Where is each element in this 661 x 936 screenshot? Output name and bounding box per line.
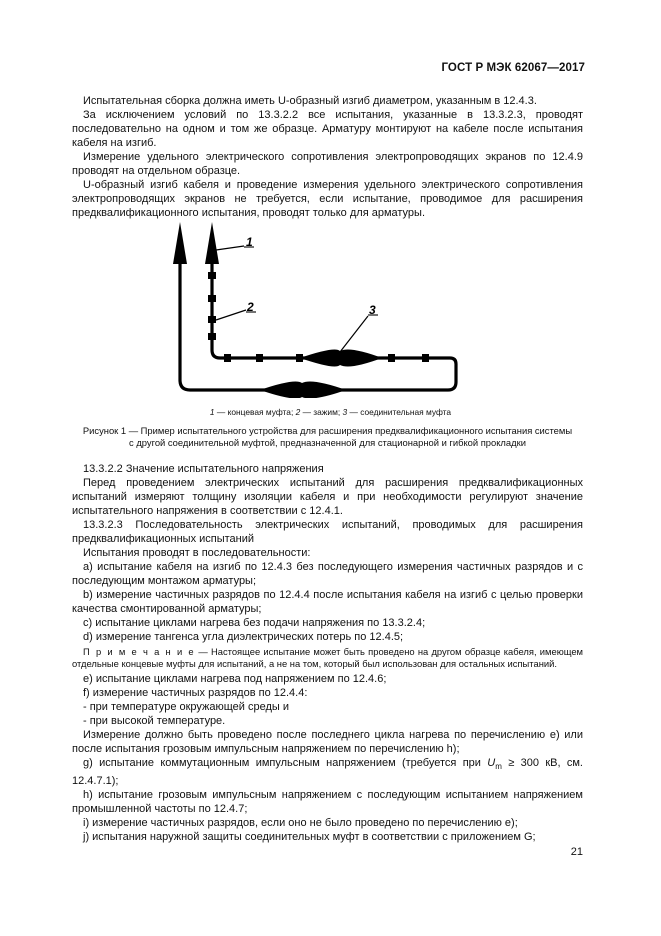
list-item: c) испытание циклами нагрева без подачи напряжения по 13.3.2.4; [83,617,426,629]
clamp-marker [208,272,216,279]
note: П р и м е ч а н и е — Настоящее испытание может быть проведено на другом образце кабеля, имеющем отдельные концевые муфты для испытаний, а не на том, который был использован для остальных испытаний. [72,646,583,669]
section-heading: 13.3.2.3 Последовательность электрических испытаний, проводимых для расширения предквалификационных испытаний [72,519,583,545]
leader-line-3 [340,316,368,352]
clamp-marker [388,354,395,362]
clamp-marker [208,316,216,323]
joint-upper-icon [300,350,382,367]
list-item: d) измерение тангенса угла диэлектрических потерь по 12.4.5; [83,631,404,643]
main-text-block [72,462,583,844]
clamp-marker [422,354,429,362]
leader-line-1 [216,246,244,250]
figure-legend: 1 — концевая муфта; 2 — зажим; 3 — соединительная муфта [209,407,452,417]
paragraph: Испытания проводят в последовательности: [83,547,311,559]
top-text-block [72,94,583,220]
list-item: - при температуре окружающей среды и [83,701,290,713]
list-item: i) измерение частичных разрядов, если оно не было проведено по перечислению e); [83,817,518,830]
paragraph: U-образный изгиб кабеля и проведение измерения удельного электрического сопротивления электропроводящих экранов не требуется, если испытание, проводимое для расширения предквалификационного испытания, проводят только для арматуры. [72,179,583,219]
label-1: 1 [246,235,253,249]
paragraph: За исключением условий по 13.3.2.2 все испытания, указанные в 13.3.2.3, проводят последовательно на одном и том же образце. Арматуру монтируют на кабеле после испытания кабеля на изгиб. [72,109,583,149]
joint-lower-icon [260,382,346,398]
paragraph: Перед проведением электрических испытаний для расширения предквалификационных испытаний измеряют толщину изоляции кабеля и при необходимости регулируют значение испытательного напряжения в соответствии с 12.4.1. [72,477,583,517]
document-header: ГОСТ Р МЭК 62067—2017 [441,62,585,74]
list-item: - при высокой температуре. [83,715,226,727]
section-heading: 13.3.2.2 Значение испытательного напряжения [83,463,324,475]
clamp-marker [256,354,263,362]
list-item: f) измерение частичных разрядов по 12.4.4: [83,687,308,699]
list-item: h) испытание грозовым импульсным напряжением с последующим испытанием напряжением промышленной частоты по 12.4.7; [72,789,583,816]
paragraph: Испытательная сборка должна иметь U-образный изгиб диаметром, указанным в 12.4.3. [83,95,537,107]
paragraph: Измерение удельного электрического сопротивления электропроводящих экранов по 12.4.9 проводят на отдельном образце. [72,151,583,177]
list-item: a) испытание кабеля на изгиб по 12.4.3 без последующего измерения частичных разрядов и с последующим монтажом арматуры; [72,561,583,587]
test-setup-diagram [150,208,470,398]
cable-outer-loop [180,260,456,390]
list-item: b) измерение частичных разрядов по 12.4.4 после испытания кабеля на изгиб с целью проверки качества смонтированной арматуры; [72,589,583,615]
page-number: 21 [570,846,583,858]
list-item: e) испытание циклами нагрева под напряжением по 12.4.6; [83,673,387,685]
clamp-marker [224,354,231,362]
terminal-right-icon [205,222,219,264]
terminal-left-icon [173,222,187,264]
paragraph: Измерение должно быть проведено после последнего цикла нагрева по перечислению e) или после испытания грозовым импульсным напряжением по перечислению h); [72,729,583,755]
list-item: j) испытания наружной защиты соединительных муфт в соответствии с приложением G; [83,831,536,844]
label-3: 3 [369,303,376,317]
list-item: g) испытание коммутационным импульсным напряжением (требуется при $U_m \ge 300$ кВ, см. 12.4.7.1); [72,757,583,788]
leader-line-2 [216,310,246,320]
clamp-marker [208,295,216,302]
label-2: 2 [247,300,254,314]
clamp-marker [208,333,216,340]
figure-caption: Рисунок 1 — Пример испытательного устройства для расширения предквалификационного испытания системы с другой соединительной муфтой, предназначенной для стационарной и гибкой прокладки [82,425,573,448]
